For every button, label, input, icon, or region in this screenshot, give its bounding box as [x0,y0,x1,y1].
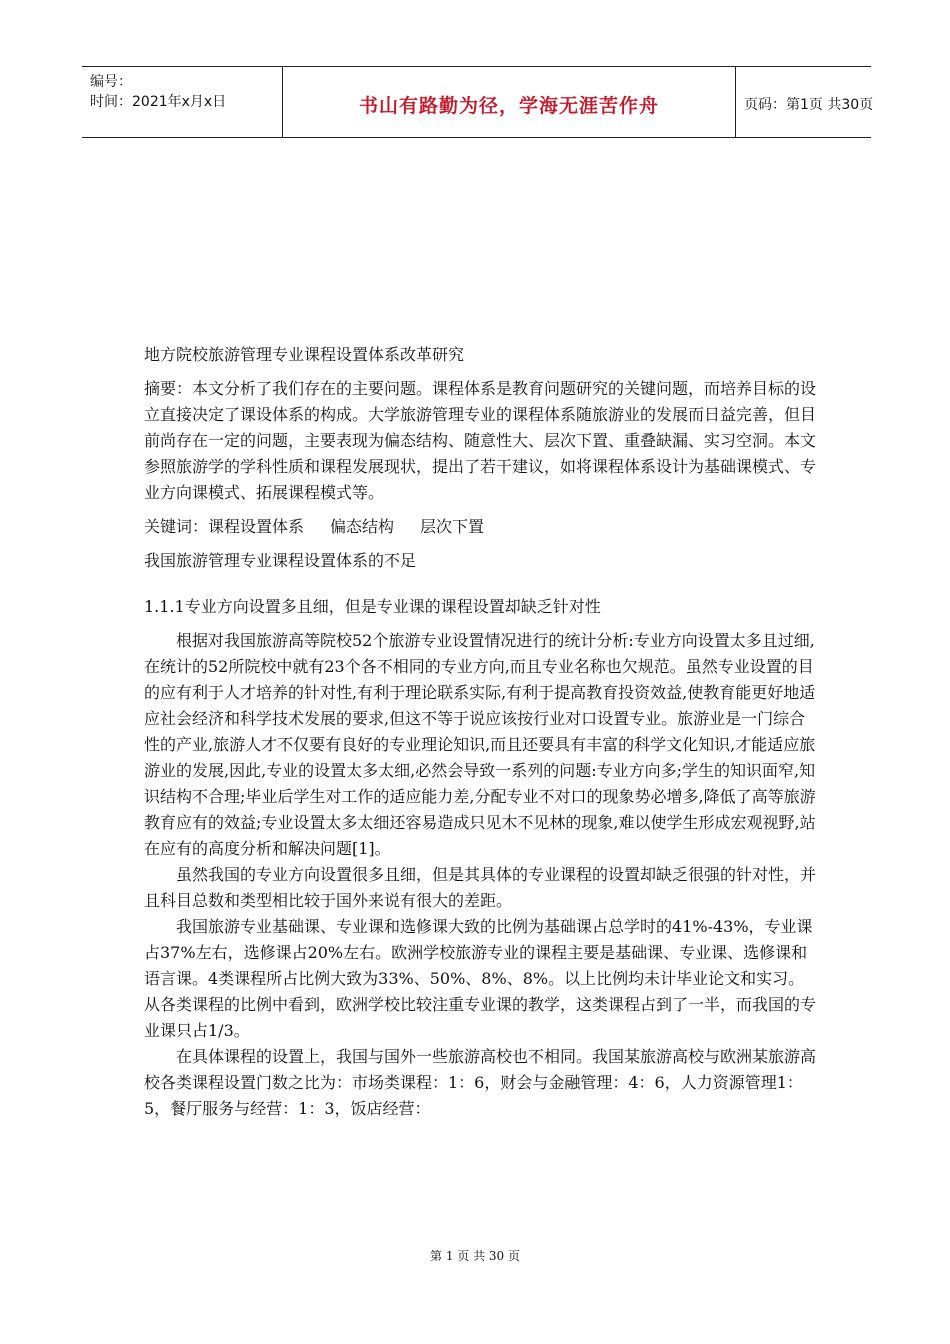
keyword-item: 层次下置 [420,517,485,536]
body-paragraph: 虽然我国的专业方向设置很多且细，但是其具体的专业课程的设置却缺乏很强的针对性，并且科目总数和类型相比较于国外来说有很大的差距。 [144,865,817,910]
keyword-item: 偏态结构 [330,517,395,536]
time-label: 时间：2021年x月x日 [90,94,227,110]
body-paragraph: 我国旅游专业基础课、专业课和选修课大致的比例为基础课占总学时的41%-43%，专业课占37%左右，选修课占20%左右。欧洲学校旅游专业的课程主要是基础课、专业课、选修课和语言课。4类课程所占比例大致为33%、50%、8%、8%。以上比例均未计毕业论文和实习。从各类课程的比例中看到，欧洲学校比较注重专业课的教学，这类课程占到了一半，而我国的专业课只占1/3。 [144,917,817,1040]
keywords-label: 关键词： [144,517,209,536]
abstract: 摘要：本文分析了我们存在的主要问题。课程体系是教育问题研究的关键问题，而培养目标的设立直接决定了课设体系的构成。大学旅游管理专业的课程体系随旅游业的发展而日益完善，但目前尚存在一定的问题，主要表现为偏态结构、随意性大、层次下置、重叠缺漏、实习空洞。本文参照旅游学的学科性质和课程发展现状，提出了若干建议，如将课程体系设计为基础课模式、专业方向课模式、拓展课程模式等。 [144,379,817,502]
motto-text: 书山有路勤为径，学海无涯苦作舟 [358,95,659,117]
page-info: 页码：第1页 共30页 [744,97,874,113]
page-footer: 第 1 页 共 30 页 [430,1249,520,1263]
body-paragraph: 在具体课程的设置上，我国与国外一些旅游高校也不相同。我国某旅游高校与欧洲某旅游高校各类课程设置门数之比为：市场类课程：1：6，财会与金融管理：4：6，人力资源管理1：5，餐厅服务与经营：1：3，饭店经营： [144,1047,817,1118]
header-page-cell [734,67,874,137]
document-title: 地方院校旅游管理专业课程设置体系改革研究 [144,345,465,364]
number-label: 编号： [90,74,132,90]
subsection-heading: 1.1.1专业方向设置多且细，但是专业课的课程设置却缺乏针对性 [144,597,601,616]
keyword-item: 课程设置体系 [208,517,305,536]
section-heading: 我国旅游管理专业课程设置体系的不足 [144,551,417,570]
body-paragraph: 根据对我国旅游高等院校52个旅游专业设置情况进行的统计分析:专业方向设置太多且过细,在统计的52所院校中就有23个各不相同的专业方向,而且专业名称也欠规范。虽然专业设置的目的应有利于人才培养的针对性,有利于理论联系实际,有利于提高教育投资效益,使教育能更好地适应社会经济和科学技术发展的要求,但这不等于说应该按行业对口设置专业。旅游业是一门综合性的产业,旅游人才不仅要有良好的专业理论知识,而且还要具有丰富的科学文化知识,才能适应旅游业的发展,因此,专业的设置太多太细,必然会导致一系列的问题:专业方向多;学生的知识面窄,知识结构不合理;毕业后学生对工作的适应能力差,分配专业不对口的现象势必增多,降低了高等旅游教育应有的效益;专业设置太多太细还容易造成只见木不见林的现象,难以使学生形成宏观视野,站在应有的高度分析和解决问题[1]。 [144,631,816,858]
keywords-line [144,514,816,540]
document-body [144,342,816,1122]
header-meta-cell [82,67,282,137]
header-motto-cell [282,67,736,137]
document-header [82,66,874,138]
